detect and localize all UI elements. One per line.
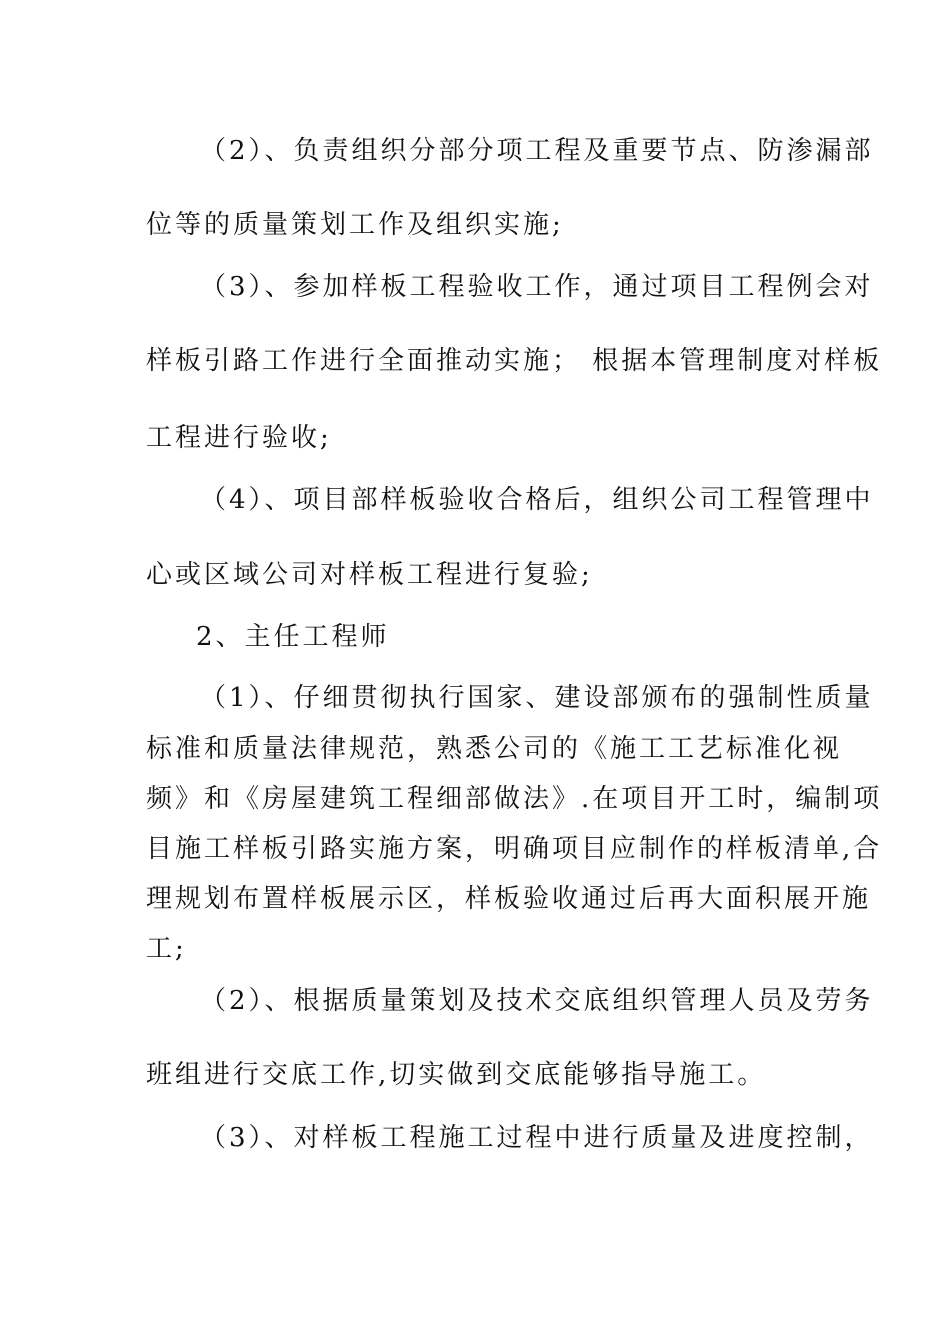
paragraph-line: 工; [146, 934, 187, 964]
paragraph-line: （1）、仔细贯彻执行国家、建设部颁布的强制性质量 [200, 683, 874, 713]
paragraph-line: （2）、根据质量策划及技术交底组织管理人员及劳务 [200, 986, 874, 1016]
paragraph-line: 标准和质量法律规范，熟悉公司的《施工工艺标准化视 [146, 734, 843, 764]
paragraph-line: 班组进行交底工作,切实做到交底能够指导施工。 [146, 1060, 767, 1090]
paragraph-line: （3）、对样板工程施工过程中进行质量及进度控制， [200, 1123, 874, 1153]
section-heading: 2、主任工程师 [196, 622, 390, 652]
paragraph-line: 频》和《房屋建筑工程细部做法》.在项目开工时，编制项 [146, 784, 883, 814]
paragraph-line: （4）、项目部样板验收合格后，组织公司工程管理中 [200, 485, 874, 515]
paragraph-line: （2）、负责组织分部分项工程及重要节点、防渗漏部 [200, 136, 874, 166]
paragraph-line: 样板引路工作进行全面推动实施； 根据本管理制度对样板 [146, 346, 883, 376]
paragraph-line: 工程进行验收; [146, 423, 332, 453]
paragraph-line: （3）、参加样板工程验收工作，通过项目工程例会对 [200, 272, 874, 302]
paragraph-line: 位等的质量策划工作及组织实施; [146, 210, 564, 240]
paragraph-line: 目施工样板引路实施方案，明确项目应制作的样板清单,合 [146, 834, 883, 864]
paragraph-line: 心或区域公司对样板工程进行复验; [146, 560, 593, 590]
paragraph-line: 理规划布置样板展示区，样板验收通过后再大面积展开施 [146, 884, 872, 914]
